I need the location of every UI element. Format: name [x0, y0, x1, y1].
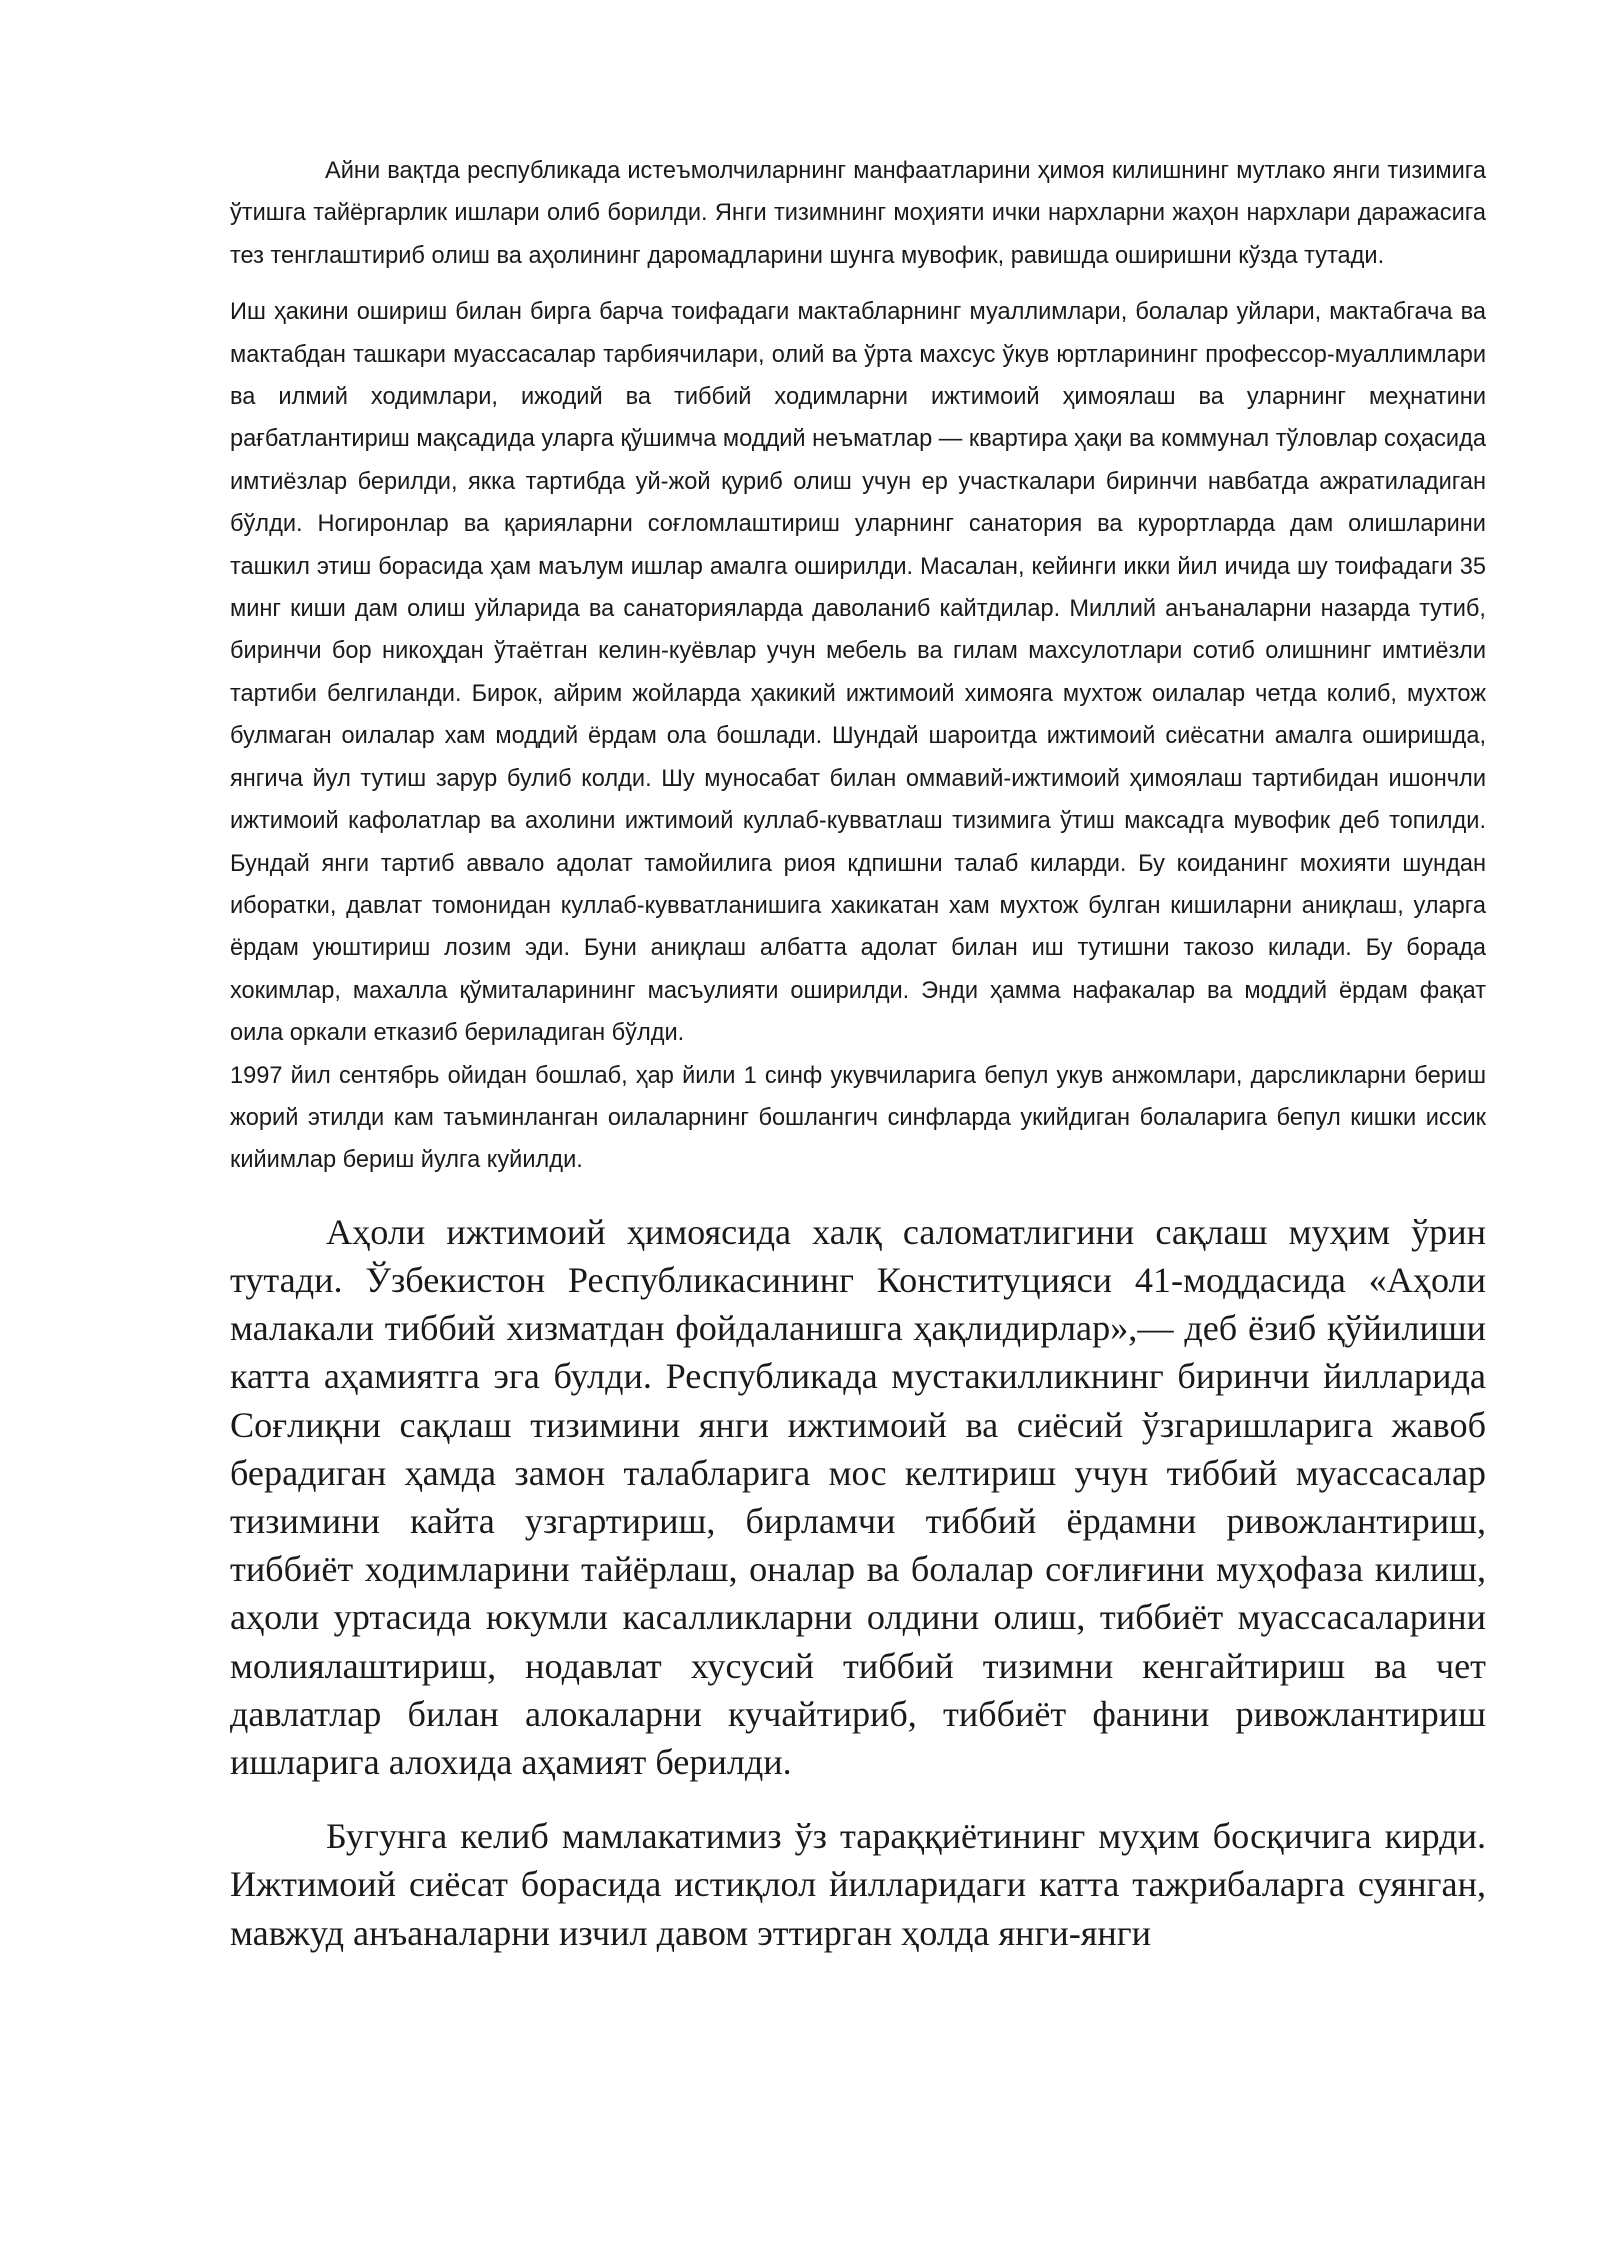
- paragraph-healthcare: Аҳоли ижтимоий ҳимоясида халқ саломатлигини сақлаш муҳим ўрин тутади. Ўзбекистон Республикасининг Конституцияси 41-моддасида «Аҳоли малакали тиббий хизматдан фойдаланишга ҳақлидирлар»,— деб ёзиб қўйилиши катта аҳамиятга эга булди. Республикада мустакилликнинг биринчи йилларида Соғлиқни сақлаш тизимини янги ижтимоий ва сиёсий ўзгаришларига жавоб берадиган ҳамда замон талабларига мос келтириш учун тиббий муассасалар тизимини кайта узгартириш, бирламчи тиббий ёрдамни ривожлантириш, тиббиёт ходимларини тайёрлаш, оналар ва болалар соғлиғини муҳофаза килиш, аҳоли уртасида юкумли касалликларни олдини олиш, тиббиёт муассасаларини молиялаштириш, нодавлат хусусий тиббий тизимни кенгайтириш ва чет давлатлар билан алокаларни кучайтириб, тиббиёт фанини ривожлантириш ишларига алохида аҳамият берилди.: [230, 1211, 1486, 1782]
- paragraph-consumer-protection: Айни вақтда республикада истеъмолчиларнинг манфаатларини ҳимоя килишнинг мутлако янги тизимига ўтишга тайёргарлик ишлари олиб борилди. Янги тизимнинг моҳияти ички нархларни жаҳон нархлари даражасига тез тенглаштириб олиш ва аҳолининг даромадларини шунга мувофик, равишда оширишни кўзда тутади.: [230, 158, 1486, 269]
- paragraph-development-stage: Бугунга келиб мамлакатимиз ўз тараққиётининг муҳим босқичига кирди. Ижтимоий сиёсат борасида истиқлол йилларидаги катта тажрибаларга суянган, мавжуд анъаналарни изчил давом эттирган ҳолда янги-янги: [230, 1816, 1486, 1953]
- paragraph-social-benefits: Иш ҳакини ошириш билан бирга барча тоифадаги мактабларнинг муаллимлари, болалар уйлари, мактабгача ва мактабдан ташкари муассасалар тарбиячилари, олий ва ўрта махсус ўкув юртларининг профессор-муаллимлари ва илмий ходимлари, ижодий ва тиббий ходимларни ижтимоий ҳимоялаш ва уларнинг меҳнатини рағбатлантириш мақсадида уларга қўшимча моддий неъматлар — квартира ҳақи ва коммунал тўловлар соҳасида имтиёзлар берилди, якка тартибда уй-жой қуриб олиш учун ер участкалари биринчи навбатда ажратиладиган бўлди. Ногиронлар ва қарияларни соғломлаштириш уларнинг санатория ва курортларда дам олишларини ташкил этиш борасида ҳам маълум ишлар амалга оширилди. Масалан, кейинги икки йил ичида шу тоифадаги 35 минг киши дам олиш уйларида ва санаторияларда даволаниб кайтдилар. Миллий анъаналарни назарда тутиб, биринчи бор никоҳдан ўтаётган келин-куёвлар учун мебель ва гилам махсулотлари сотиб олишнинг имтиёзли тартиби белгиланди. Бирок, айрим жойларда ҳакикий ижтимоий химояга мухтож оилалар четда колиб, мухтож булмаган оилалар хам моддий ёрдам ола бошлади. Шундай шароитда ижтимоий сиёсатни амалга оширишда, янгича йул тутиш зарур булиб колди. Шу муносабат билан оммавий-ижтимоий ҳимоялаш тартибидан ишончли ижтимоий кафолатлар ва ахолини ижтимоий куллаб-кувватлаш тизимига ўтиш максадга мувофик деб топилди. Бундай янги тартиб аввало адолат тамойилига риоя кдпишни талаб киларди. Бу коиданинг мохияти шундан иборатки, давлат томонидан куллаб-кувватланишига хакикатан хам мухтож булган кишиларни аниқлаш, уларга ёрдам уюштириш лозим эди. Буни аниқлаш албатта адолат билан иш тутишни такозо килади. Бу борада хокимлар, махалла қўмиталарининг масъулияти оширилди. Энди ҳамма нафакалар ва моддий ёрдам фақат оила оркали етказиб бериладиган бўлди.: [230, 299, 1486, 1047]
- document-page: [230, 150, 1486, 1957]
- paragraph-school-supplies: 1997 йил сентябрь ойидан бошлаб, ҳар йили 1 синф укувчиларига бепул укув анжомлари, дарсликларни бериш жорий этилди кам таъминланган оилаларнинг бошлангич синфларда укийдиган болаларига бепул кишки иссик кийимлар бериш йулга куйилди.: [230, 1062, 1486, 1174]
